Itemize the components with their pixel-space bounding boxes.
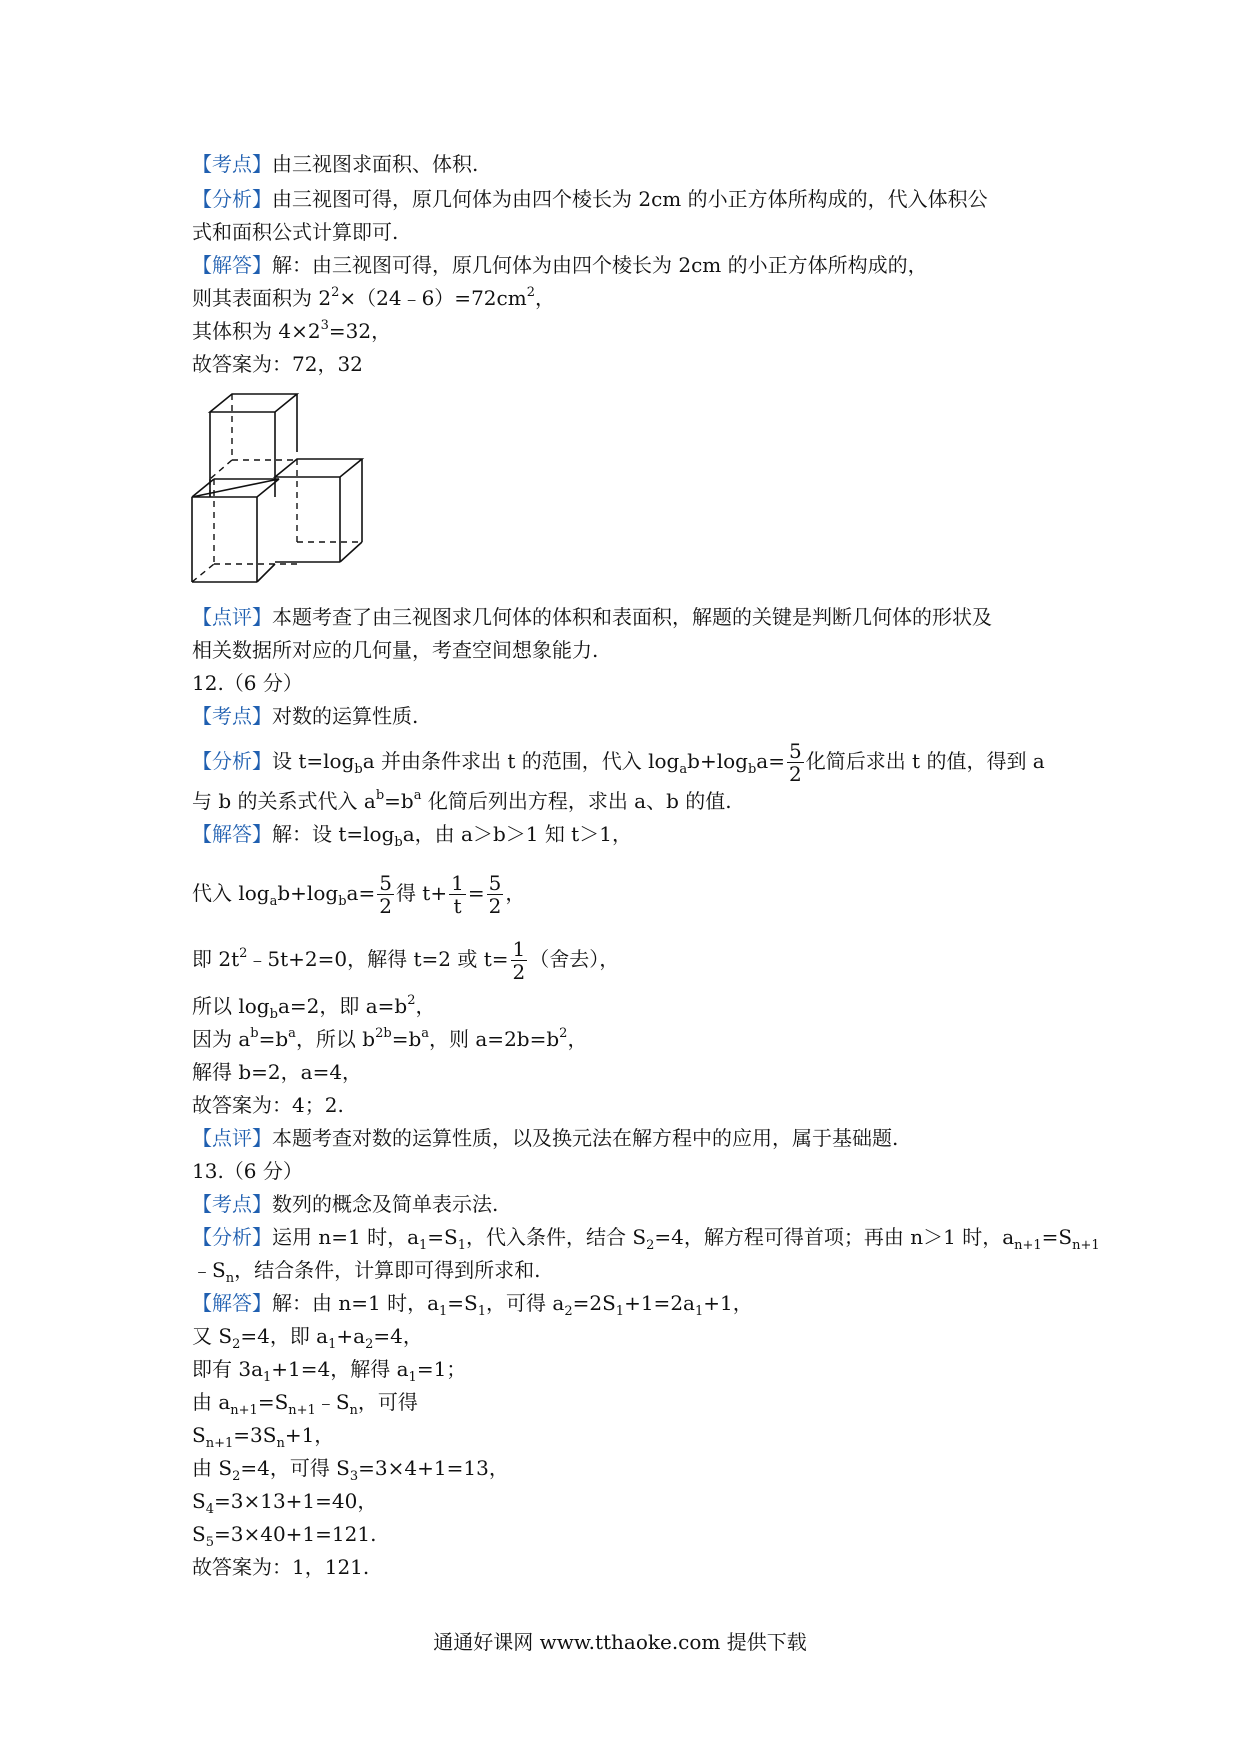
p13-s3: 由 $S_2=4$，可得 $S_3=3\times 4+1=13$， (192, 1456, 509, 1484)
p11-answer: 故答案为：72，32 (192, 352, 363, 376)
p11-volume: 其体积为 $4\times 2^3=32$， (192, 318, 392, 343)
p12-kaodian: 【考点】对数的运算性质. (192, 704, 419, 728)
p11-dianping-line1: 【点评】本题考查了由三视图求几何体的体积和表面积，解题的关键是判断几何体的形状及 (192, 605, 992, 629)
p12-header: 12.（6 分） (192, 671, 303, 695)
p13-kaodian: 【考点】数列的概念及简单表示法. (192, 1192, 499, 1216)
p13-from: 由 $a_{n+1}=S_{n+1}﹣S_n$，可得 (192, 1390, 418, 1418)
p11-fenxi-line2: 式和面积公式计算即可. (192, 220, 399, 244)
kaodian-label: 【考点】 (192, 152, 272, 176)
p12-fenxi-line1: 【分析】设 $t=\log_ba$ 并由条件求出 t 的范围，代入 $\log_ab+\log_ba=$ $\frac{5}{2}$ 化简后求出 t 的值，得到 a (192, 739, 1045, 786)
p11-kaodian: 【考点】由三视图求面积、体积. (192, 152, 479, 176)
p13-s4: $S_4=3\times 13+1=40$， (192, 1489, 378, 1517)
cube-solid-figure (190, 392, 390, 592)
p13-fenxi-line2: $﹣S_n$，结合条件，计算即可得到所求和. (192, 1258, 541, 1286)
p12-because: 因为 $a^b=b^a$，所以 $b^{2b}=b^a$，则 $a=2b=b^2$， (192, 1026, 588, 1051)
p11-jieda-line1: 【解答】解：由三视图可得，原几何体为由四个棱长为 2cm 的小正方体所构成的， (192, 253, 928, 277)
jieda-label: 【解答】 (192, 253, 272, 277)
p12-dianping: 【点评】本题考查对数的运算性质，以及换元法在解方程中的应用，属于基础题. (192, 1126, 899, 1150)
p11-surface-area: 则其表面积为 $2^2\times(24﹣6)=72cm^2$， (192, 285, 555, 310)
p12-substitution: 代入 $\log_ab+\log_ba=$ $\frac{5}{2}$ 得 t+ $\frac{1}{t}$ = $\frac{5}{2}$ ， (192, 871, 526, 918)
p12-solve: 解得 b=2，a=4， (192, 1060, 363, 1084)
p12-jieda-line1: 【解答】解：设 $t=\log_ba$，由 a＞b＞1 知 t＞1， (192, 822, 632, 850)
p12-fenxi-line2: 与 b 的关系式代入 $a^b=b^a$ 化简后列出方程，求出 a、b 的值. (192, 788, 732, 813)
p13-have: 即有 $3a_1+1=4$，解得 $a_1=1$； (192, 1357, 467, 1385)
dianping-label: 【点评】 (192, 605, 272, 629)
p13-recurrence: $S_{n+1}=3S_n+1$， (192, 1423, 335, 1451)
p13-s5: $S_5=3\times 40+1=121$. (192, 1522, 377, 1550)
p12-quadratic: 即 $2t^2﹣5t+2=0$，解得 t=2 或 t= $\frac{1}{2}$ （舍去）， (192, 937, 620, 984)
fraction-five-halves: $\frac{5}{2}$ (788, 739, 802, 786)
p11-fenxi-line1: 【分析】由三视图可得，原几何体为由四个棱长为 2cm 的小正方体所构成的，代入体积公 (192, 187, 988, 211)
p13-answer: 故答案为：1，121. (192, 1555, 370, 1579)
p11-dianping-line2: 相关数据所对应的几何量，考查空间想象能力. (192, 638, 599, 662)
p13-jieda-line1: 【解答】解：由 n=1 时，$a_1=S_1$，可得 $a_2=2S_1+1=2a_1+1$， (192, 1291, 753, 1319)
p12-so: 所以 $\log_ba=2$，即 $a=b^2$， (192, 993, 436, 1022)
fenxi-label: 【分析】 (192, 187, 272, 211)
p13-fenxi-line1: 【分析】运用 n=1 时，$a_1=S_1$，代入条件，结合 $S_2=4$，解方程可得首项；再由 n＞1 时，$a_{n+1}=S_{n+1}$ (192, 1225, 1100, 1253)
p13-also: 又 $S_2=4$，即 $a_1+a_2=4$， (192, 1324, 423, 1352)
p12-answer: 故答案为：4；2. (192, 1093, 344, 1117)
p13-header: 13.（6 分） (192, 1159, 303, 1183)
page-footer: 通通好课网 www.tthaoke.com 提供下载 (433, 1630, 807, 1654)
